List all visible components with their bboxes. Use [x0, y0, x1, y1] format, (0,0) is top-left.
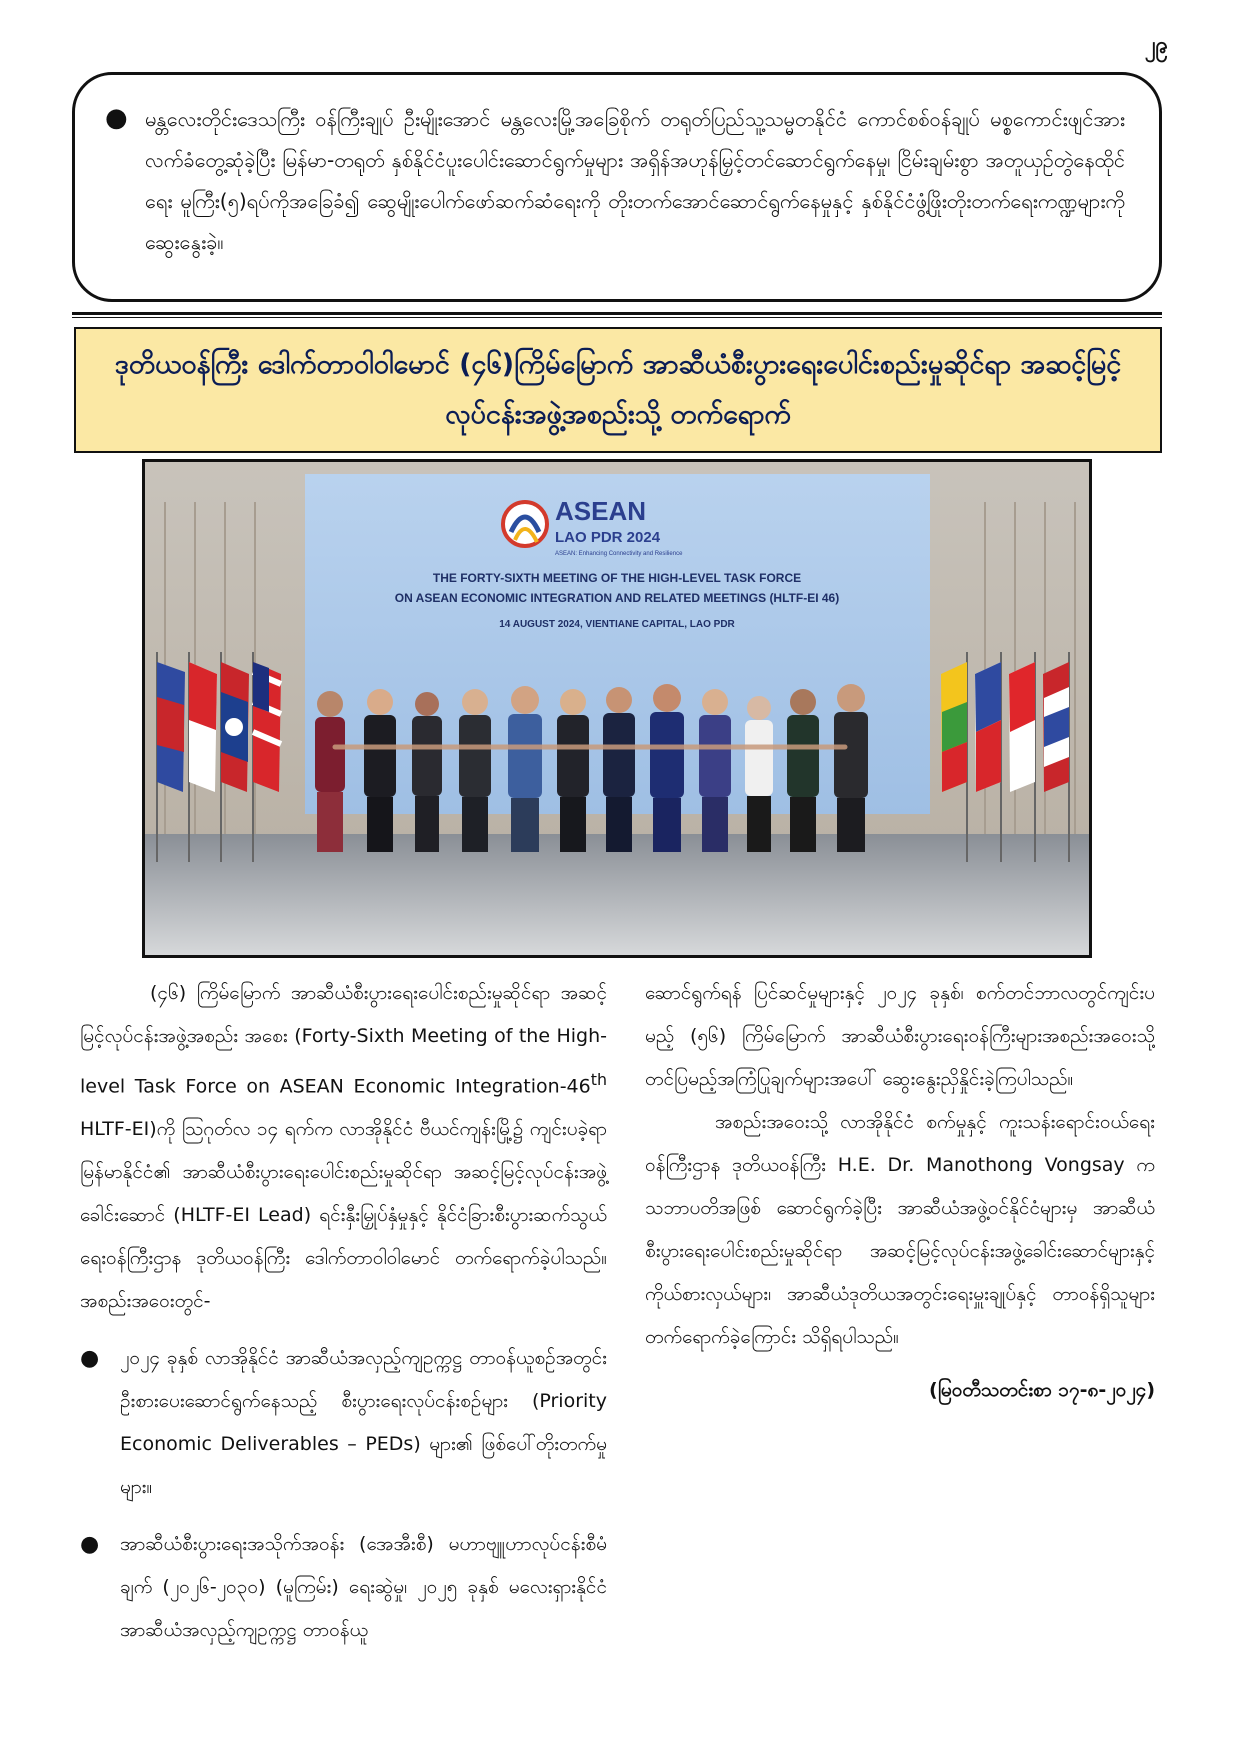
- bullet-dot: ●: [105, 103, 128, 133]
- article-right-column: [645, 972, 1155, 1412]
- asean-logo-text: ASEAN: [555, 496, 647, 526]
- bullet-dot: ●: [80, 1346, 100, 1372]
- banner-title-2: ON ASEAN ECONOMIC INTEGRATION AND RELATED MEETINGS (HLTF-EI 46): [394, 591, 840, 605]
- article-headline: ဒုတိယဝန်ကြီး ဒေါက်တာဝါဝါမောင် (၄၆)ကြိမ်မြောက် အာဆီယံစီးပွားရေးပေါင်းစည်းမှုဆိုင်ရာ အဆင့်မြင့်လုပ်ငန်းအဖွဲ့အစည်းသို့ တက်ရောက်: [114, 349, 1122, 430]
- section-divider: [72, 312, 1162, 318]
- article-paragraph-chair: အစည်းအဝေးသို့ လာအိုနိုင်ငံ စက်မှုနှင့် ကူးသန်းရောင်းဝယ်ရေးဝန်ကြီးဌာန ဒုတိယဝန်ကြီး H.E. Dr. Manothong Vongsay က သဘာပတိအဖြစ် ဆောင်ရွက်ခဲ့ပြီး အာဆီယံအဖွဲ့ဝင်နိုင်ငံများမှ အာဆီယံစီးပွားရေးပေါင်းစည်းမှုဆိုင်ရာ အဆင့်မြင့်လုပ်ငန်းအဖွဲ့ခေါင်းဆောင်များနှင့် ကိုယ်စားလှယ်များ၊ အာဆီယံဒုတိယအတွင်းရေးမှူးချုပ်နှင့် တာဝန်ရှိသူများတက်ရောက်ခဲ့ကြောင်း သိရှိရပါသည်။: [645, 1111, 1155, 1348]
- summary-box: [72, 72, 1162, 302]
- article-paragraph-continued: ဆောင်ရွက်ရန် ပြင်ဆင်မှုများနှင့် ၂၀၂၄ ခုနှစ်၊ စက်တင်ဘာလတွင်ကျင်းပမည့် (၅၆) ကြိမ်မြောက် အာဆီယံစီးပွားရေးဝန်ကြီးများအစည်းအဝေးသို့ တင်ပြမည့်အကြံပြုချက်များအပေါ် ဆွေးနွေးညှိနှိုင်းခဲ့ကြပါသည်။: [645, 982, 1155, 1090]
- banner-title-1: THE FORTY-SIXTH MEETING OF THE HIGH-LEVEL TASK FORCE: [432, 571, 802, 585]
- asean-logo-tagline: ASEAN: Enhancing Connectivity and Resilience: [555, 551, 683, 557]
- summary-text: မန္တလေးတိုင်းဒေသကြီး ဝန်ကြီးချုပ် ဦးမျိုးအောင် မန္တလေးမြို့အခြေစိုက် တရုတ်ပြည်သူ့သမ္မတနိုင်ငံ ကောင်စစ်ဝန်ချုပ် မစ္စကောင်းဖျင်အား လက်ခံတွေ့ဆုံခဲ့ပြီး မြန်မာ-တရုတ် နှစ်နိုင်ငံပူးပေါင်းဆောင်ရွက်မှုများ အရှိန်အဟုန်မြှင့်တင်ဆောင်ရွက်နေမှု၊ ငြိမ်းချမ်းစွာ အတူယှဉ်တွဲနေထိုင်ရေး မူကြီး(၅)ရပ်ကိုအခြေခံ၍ ဆွေမျိုးပေါက်ဖော်ဆက်ဆံရေးကို တိုးတက်အောင်ဆောင်ရွက်နေမှုနှင့် နှစ်နိုင်ငံဖွံ့ဖြိုးတိုးတက်ရေးကဏ္ဍများကို ဆွေးနွေးခဲ့။: [145, 107, 1125, 254]
- article-left-column: [80, 972, 607, 1652]
- asean-logo-sub: LAO PDR 2024: [555, 529, 661, 546]
- article-source: (မြဝတီသတင်းစာ ၁၇-၈-၂၀၂၄): [929, 1379, 1155, 1401]
- news-photo-illustration: [145, 462, 1089, 955]
- agenda-bullet-1: ● ၂၀၂၄ ခုနှစ် လာအိုနိုင်ငံ အာဆီယံအလှည့်ကျဥက္ကဋ္ဌ တာဝန်ယူစဉ်အတွင်း ဦးစားပေးဆောင်ရွက်နေသည့် စီးပွားရေးလုပ်ငန်းစဉ်များ (Priority Economic Deliverables – PEDs) များ၏ ဖြစ်ပေါ်တိုးတက်မှုများ။: [80, 1337, 607, 1509]
- asean-emblem: [503, 502, 547, 546]
- agenda-bullet-2: ● အာဆီယံစီးပွားရေးအသိုက်အဝန်း (အေအီးစီ) မဟာဗျူဟာလုပ်ငန်းစီမံချက် (၂၀၂၆-၂၀၃၀) (မူကြမ်း) ရေးဆွဲမှု၊ ၂၀၂၅ ခုနှစ် မလေးရှားနိုင်ငံ အာဆီယံအလှည့်ကျဥက္ကဋ္ဌ တာဝန်ယူ: [80, 1523, 607, 1652]
- bullet-dot: ●: [80, 1532, 100, 1558]
- stage-floor: [145, 834, 1089, 955]
- page-number: ၂၉: [1144, 33, 1168, 58]
- headline-box: [74, 327, 1162, 453]
- news-photo: [142, 459, 1092, 958]
- banner-date: 14 AUGUST 2024, VIENTIANE CAPITAL, LAO PDR: [499, 619, 735, 630]
- article-intro-paragraph: (၄၆) ကြိမ်မြောက် အာဆီယံစီးပွားရေးပေါင်းစည်းမှုဆိုင်ရာ အဆင့်မြင့်လုပ်ငန်းအဖွဲ့အစည်း အစေး (Forty-Sixth Meeting of the High-level Task Force on ASEAN Economic Integration-46th HLTF-EI)ကို ဩဂုတ်လ ၁၄ ရက်က လာအိုနိုင်ငံ ဗီယင်ကျန်းမြို့၌ ကျင်းပခဲ့ရာ မြန်မာနိုင်ငံ၏ အာဆီယံစီးပွားရေးပေါင်းစည်းမှုဆိုင်ရာ အဆင့်မြင့်လုပ်ငန်းအဖွဲ့ခေါင်းဆောင် (HLTF-EI Lead) ရင်းနှီးမြှုပ်နှံမှုနှင့် နိုင်ငံခြားစီးပွားဆက်သွယ်ရေးဝန်ကြီးဌာန ဒုတိယဝန်ကြီး ဒေါက်တာဝါဝါမောင် တက်ရောက်ခဲ့ပါသည်။ အစည်းအဝေးတွင်-: [80, 982, 607, 1313]
